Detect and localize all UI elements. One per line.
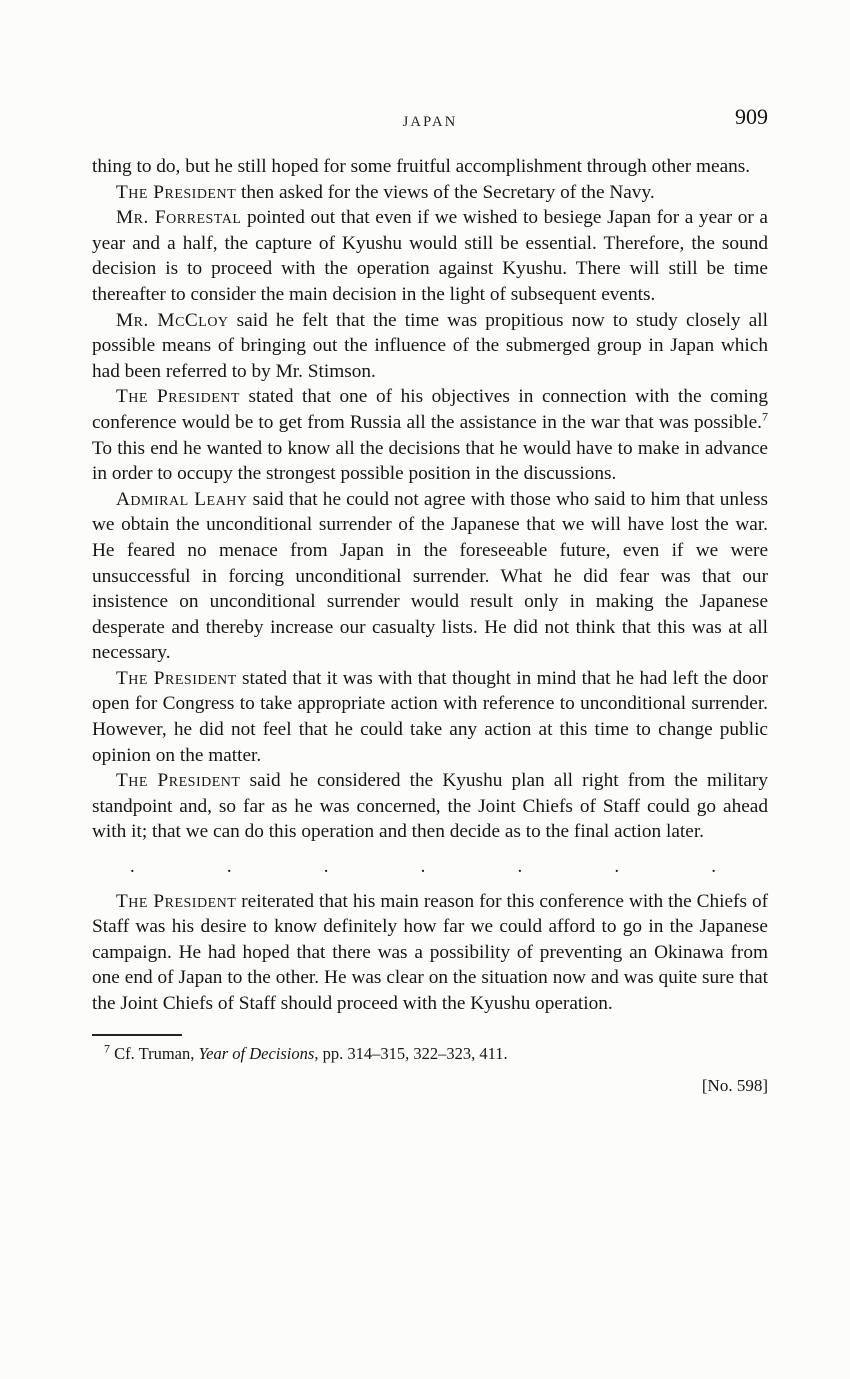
paragraph xyxy=(92,889,768,1017)
text-segment-plain: pointed out that even if we wished to besiege Japan for a year or a year and a half, the capture of Kyushu would still be essential. Therefore, the sound decision is to proceed with the operation against Kyushu. There will still be time thereafter to consider the main decision in the light of subsequent events. xyxy=(92,207,768,305)
paragraph xyxy=(92,180,768,206)
paragraph xyxy=(92,205,768,307)
text-segment-plain: To this end he wanted to know all the decisions that he would have to make in advance in order to occupy the strongest possible position in the discussions. xyxy=(92,437,768,485)
text-segment-sup: 7 xyxy=(104,1041,110,1056)
page xyxy=(92,104,768,1096)
separator-dot: . xyxy=(614,856,620,878)
separator-dot: . xyxy=(517,856,523,878)
footnote-text xyxy=(92,1043,768,1064)
text-segment-plain: said that he could not agree with those who said to him that unless we obtain the unconditional surrender of the Japanese that we will have lost the war. He feared no menace from Japan in the foreseeable future, even if we were unsuccessful in forcing unconditional surrender. What he did fear was that our insistence on unconditional surrender would result only in making the Japanese desperate and thereby increase our casualty lists. He did not think that this was at all necessary. xyxy=(92,488,768,664)
text-segment-plain: said he considered the Kyushu plan all right from the military standpoint and, so far as he was concerned, the Joint Chiefs of Staff could go ahead with it; that we can do this operation and then decide as to the final action later. xyxy=(92,770,768,843)
paragraph xyxy=(92,666,768,768)
dot-separator xyxy=(130,854,716,880)
document-body xyxy=(92,154,768,1017)
text-segment-smallcaps: The President xyxy=(116,181,237,203)
paragraph xyxy=(92,308,768,385)
separator-dot: . xyxy=(130,856,135,878)
paragraph xyxy=(92,768,768,845)
text-segment-smallcaps: The President xyxy=(116,386,240,408)
separator-dot: . xyxy=(226,856,232,878)
text-segment-smallcaps: The President xyxy=(116,890,237,912)
text-segment-plain: , pp. 314–315, 322–323, 411. xyxy=(314,1043,508,1063)
text-segment-smallcaps: Mr. McCloy xyxy=(116,309,229,331)
paragraph xyxy=(92,384,768,486)
text-segment-sup: 7 xyxy=(762,409,768,424)
text-segment-smallcaps: The President xyxy=(116,770,241,792)
text-segment-italic: Year of Decisions xyxy=(198,1043,315,1063)
paragraph xyxy=(92,487,768,666)
page-number: 909 xyxy=(735,104,768,129)
text-segment-smallcaps: The President xyxy=(116,667,237,689)
footnote-rule xyxy=(92,1034,182,1036)
running-title: JAPAN xyxy=(402,114,458,130)
text-segment-smallcaps: Admiral Leahy xyxy=(116,488,248,510)
text-segment-smallcaps: Mr. Forrestal xyxy=(116,207,242,229)
text-segment-plain: Cf. Truman, xyxy=(110,1043,199,1063)
text-segment-plain: stated that one of his objectives in connection with the coming conference would be to get from Russia all the assistance in the war that was possible. xyxy=(92,386,768,433)
footer-note: [No. 598] xyxy=(701,1075,768,1095)
text-segment-plain: said he felt that the time was propitious now to study closely all possible means of bringing out the influence of the submerged group in Japan which had been referred to by Mr. Stimson. xyxy=(92,309,768,382)
separator-dot: . xyxy=(323,856,329,878)
text-segment-plain: then asked for the views of the Secretary of the Navy. xyxy=(236,181,655,203)
separator-dot: . xyxy=(711,856,716,878)
paragraph xyxy=(92,154,768,180)
separator-dot: . xyxy=(420,856,426,878)
text-segment-plain: thing to do, but he still hoped for some fruitful accomplishment through other means. xyxy=(92,156,751,177)
text-segment-plain: reiterated that his main reason for this conference with the Chiefs of Staff was his desire to know definitely how far we could afford to go in the Japanese campaign. He had hoped that there was a possibility of preventing an Okinawa from one end of Japan to the other. He was clear on the situation now and was quite sure that the Joint Chiefs of Staff should proceed with the Kyushu operation. xyxy=(92,890,769,1014)
page-header xyxy=(92,104,768,138)
text-segment-plain: stated that it was with that thought in mind that he had left the door open for Congress to take appropriate action with reference to unconditional surrender. However, he did not feel that he could take any action at this time to change public opinion on the matter. xyxy=(92,667,768,766)
footnote xyxy=(92,1034,768,1064)
